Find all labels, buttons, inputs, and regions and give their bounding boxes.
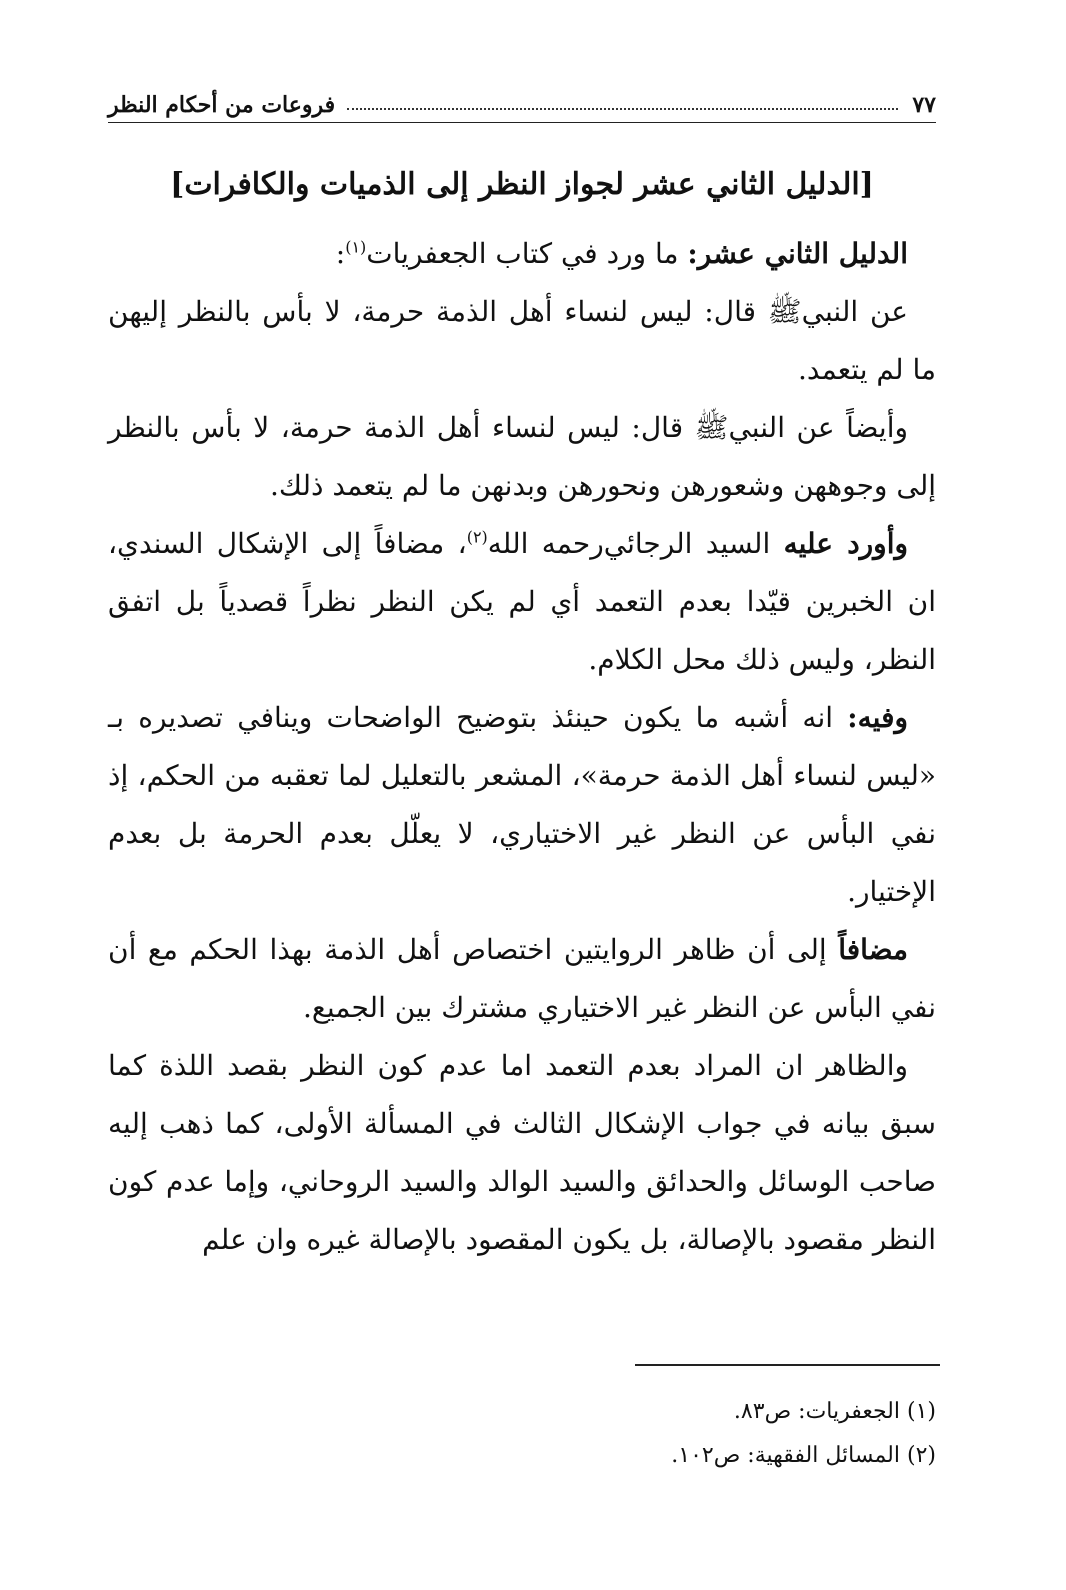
paragraph	[108, 1037, 936, 1269]
paragraph-text: عن النبي‌ﷺ قال: ليس لنساء أهل الذمة حرمة، لا بأس بالنظر إليهن ما لم يتعمد.	[108, 295, 936, 386]
page-number: ٧٧	[912, 92, 936, 118]
footnote-separator	[635, 1364, 940, 1366]
header-dot-leader	[347, 108, 898, 110]
paragraph-text: السيد الرجائي‌رحمه الله	[487, 527, 784, 560]
paragraph	[108, 283, 936, 399]
paragraph-text-after: :	[335, 237, 346, 270]
paragraph	[108, 921, 936, 1037]
footnote-ref: (٢)	[466, 527, 488, 547]
paragraph-bold-lead: وأورد عليه	[783, 527, 909, 560]
paragraph-bold-lead: مضافاً	[838, 933, 908, 966]
paragraph	[108, 225, 936, 283]
paragraph-bold-lead: وفيه:	[847, 701, 908, 734]
footnote-ref: (١)	[345, 237, 367, 257]
paragraph-text: إلى أن ظاهر الروايتين اختصاص أهل الذمة بهذا الحكم مع أن نفي البأس عن النظر غير الاختياري مشترك بين الجميع.	[108, 933, 936, 1024]
paragraph-bold-lead: الدليل الثاني عشر:	[687, 237, 908, 270]
body-text	[108, 225, 936, 1269]
running-title: فروعات من أحكام النظر	[108, 92, 336, 118]
paragraph-text: وأيضاً عن النبي‌ﷺ قال: ليس لنساء أهل الذمة حرمة، لا بأس بالنظر إلى وجوههن وشعورهن ونحورهن وبدنهن ما لم يتعمد ذلك.	[108, 411, 936, 502]
footnote-1: (١) الجعفريات: ص٨٣.	[733, 1399, 936, 1424]
paragraph	[108, 689, 936, 921]
paragraph	[108, 399, 936, 515]
paragraph-text: والظاهر ان المراد بعدم التعمد اما عدم كون النظر بقصد اللذة كما سبق بيانه في جواب الإشكال الثالث في المسألة الأولى، كما ذهب إليه صاحب الوسائل والحدائق والسيد الوالد والسيد الروحاني، وإما عدم كون النظر مقصود بالإصالة، بل يكون المقصود بالإصالة غيره وان علم	[108, 1049, 936, 1256]
paragraph-text: ما ورد في كتاب الجعفريات	[366, 237, 688, 270]
paragraph	[108, 515, 936, 689]
paragraph-text: انه أشبه ما يكون حينئذ بتوضيح الواضحات وينافي تصديره بـ «ليس لنساء أهل الذمة حرمة»، المشعر بالتعليل لما تعقبه من الحكم، إذ نفي البأس عن النظر غير الاختياري، لا يعلّل بعدم الحرمة بل بعدم الإختيار.	[108, 701, 936, 908]
paragraph-text-after: ، مضافاً إلى الإشكال السندي، ان الخبرين قيّدا بعدم التعمد أي لم يكن النظر نظراً قصدياً بل اتفق النظر، وليس ذلك محل الكلام.	[108, 527, 936, 676]
section-heading: [الدليل الثاني عشر لجواز النظر إلى الذميات والكافرات]	[170, 167, 874, 202]
footnotes	[236, 1390, 936, 1478]
page-header	[108, 78, 936, 123]
footnote-2: (٢) المسائل الفقهية: ص١٠٢.	[671, 1443, 936, 1468]
